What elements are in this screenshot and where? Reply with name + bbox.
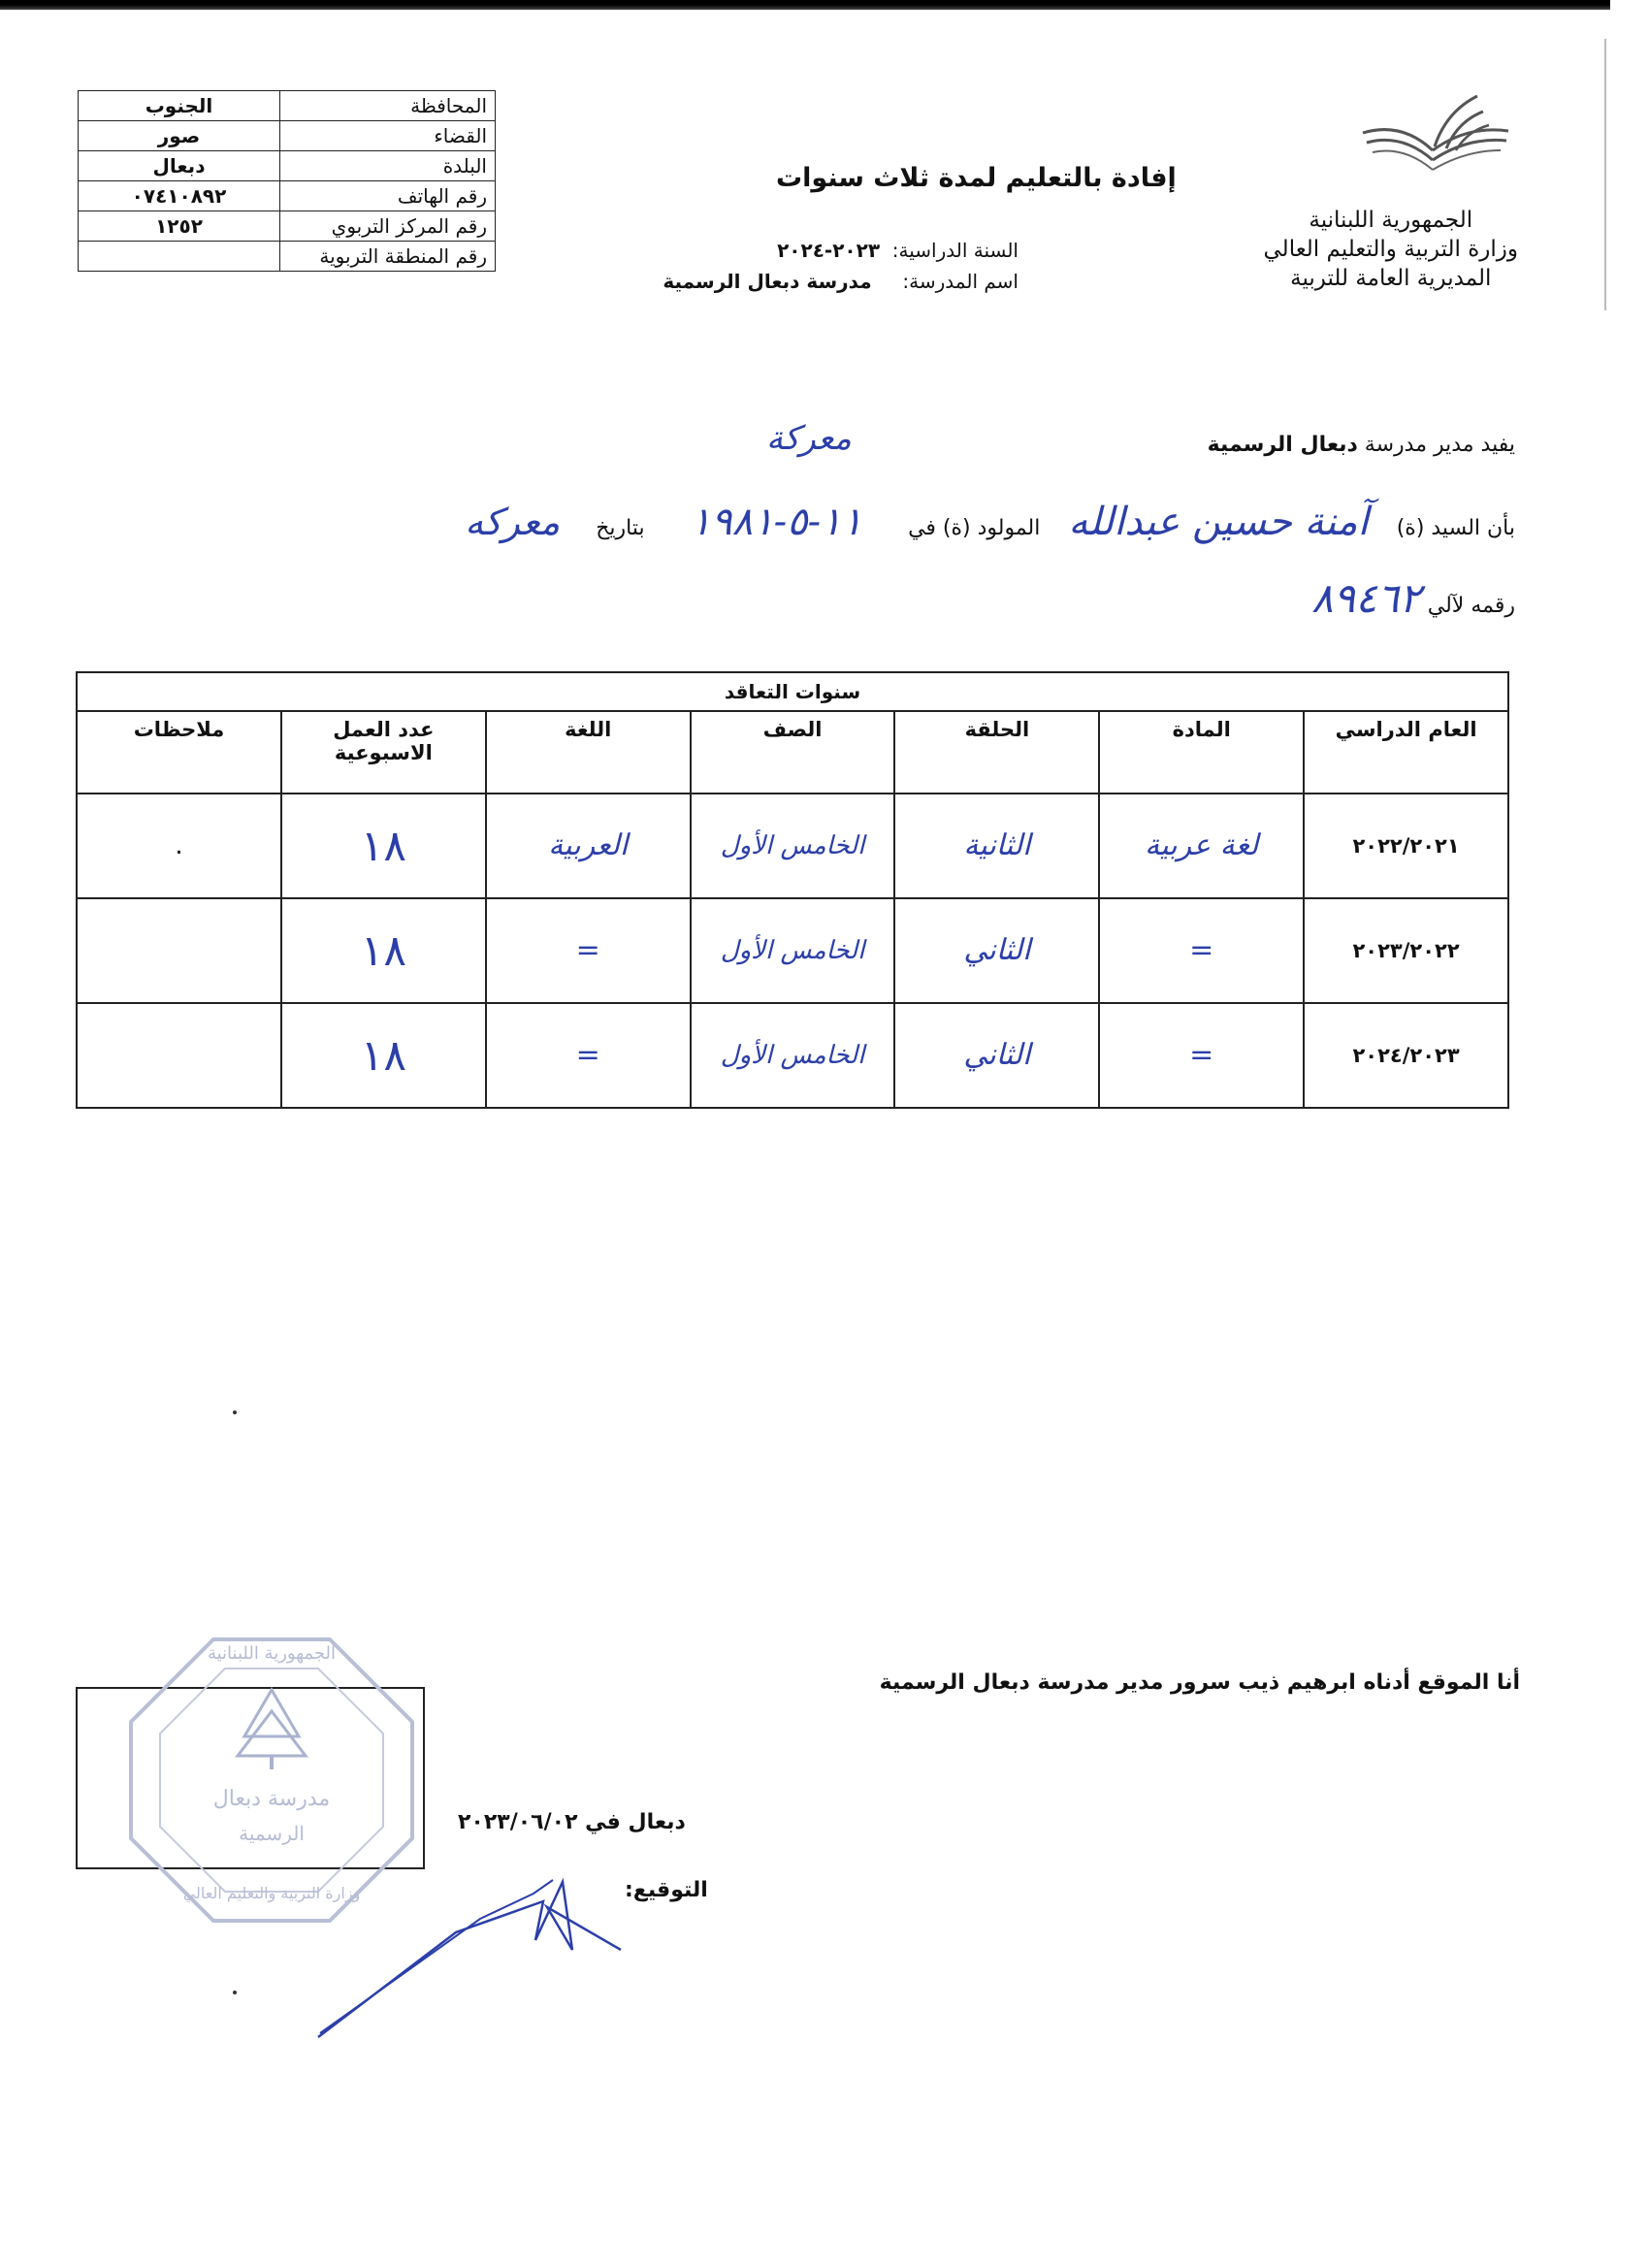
cell-notes: [77, 898, 281, 1003]
table-row: [79, 91, 496, 121]
cell-language: العربية: [486, 794, 691, 898]
contract-years-table: [76, 671, 1509, 1109]
ministry-line: وزارة التربية والتعليم العالي: [1263, 237, 1518, 262]
table-row: [77, 898, 1508, 1003]
signature-label: التوقيع:: [625, 1878, 708, 1902]
admin-label: البلدة: [280, 151, 496, 181]
scan-speck: [233, 1991, 237, 1994]
admin-info-table: [78, 90, 496, 272]
admin-label: القضاء: [280, 121, 496, 151]
column-header: المادة: [1099, 711, 1304, 794]
cell-cycle: الثانية: [894, 794, 1099, 898]
column-header: اللغة: [486, 711, 691, 794]
cell-hours: ١٨: [281, 794, 486, 898]
handwritten-name: آمنة حسين عبدالله: [1068, 500, 1369, 544]
column-header: عدد العمل الاسبوعية: [281, 711, 486, 794]
admin-value: صور: [79, 121, 280, 151]
school-name-line: [475, 266, 1018, 297]
school-year-line: [475, 235, 1018, 266]
cell-hours: ١٨: [281, 1003, 486, 1108]
place-date: دبعال في ٢٠٢٣/٠٦/٠٢: [458, 1810, 686, 1834]
admin-label: رقم الهاتف: [280, 181, 496, 211]
table-row: [77, 794, 1508, 898]
table-row: [79, 181, 496, 211]
mr-label: بأن السيد (ة): [1396, 516, 1515, 540]
statement-id-line: [1311, 574, 1515, 622]
school-meta: [475, 235, 1018, 297]
stamp-text-school: مدرسة دبعال: [212, 1787, 331, 1811]
admin-label: المحافظة: [280, 91, 496, 121]
stamp-text-official: الرسمية: [239, 1822, 305, 1845]
cell-subject: =: [1099, 898, 1304, 1003]
admin-value: الجنوب: [79, 91, 280, 121]
column-header: الصف: [691, 711, 895, 794]
scan-border-top: [0, 0, 1610, 10]
table-caption-row: [77, 672, 1508, 711]
cell-year: ٢٠٢٤/٢٠٢٣: [1304, 1003, 1508, 1108]
cedar-tree-icon: [238, 1690, 306, 1769]
intro-text: يفيد مدير مدرسة: [1364, 433, 1515, 457]
stamp-text-ministry: وزارة التربية والتعليم العالي: [182, 1884, 361, 1902]
column-header: العام الدراسي: [1304, 711, 1508, 794]
stamp-text-top: الجمهورية اللبنانية: [207, 1643, 337, 1664]
admin-value: ٠٧٤١٠٨٩٢: [79, 181, 280, 211]
cell-year: ٢٠٢٢/٢٠٢١: [1304, 794, 1508, 898]
cell-language: =: [486, 1003, 691, 1108]
cell-notes: [77, 1003, 281, 1108]
born-label: المولود (ة) في: [908, 516, 1041, 540]
table-caption: سنوات التعاقد: [77, 672, 1508, 711]
ministry-line: الجمهورية اللبنانية: [1309, 208, 1473, 233]
open-book-logo-icon: [1353, 92, 1518, 184]
ministry-header: [1264, 206, 1518, 293]
school-year-label: السنة الدراسية:: [891, 239, 1018, 262]
admin-value: دبعال: [79, 151, 280, 181]
school-name-label: اسم المدرسة:: [902, 270, 1018, 293]
table-header-row: [77, 711, 1508, 794]
intro-school: دبعال الرسمية: [1207, 433, 1358, 457]
handwritten-place: معركه: [465, 501, 561, 543]
cell-notes: .: [77, 794, 281, 898]
document-title: إفادة بالتعليم لمدة ثلاث سنوات: [776, 163, 1177, 193]
cell-subject: لغة عربية: [1099, 794, 1304, 898]
school-name-value: مدرسة دبعال الرسمية: [663, 270, 872, 293]
cell-cycle: الثاني: [894, 1003, 1099, 1108]
ministry-line: المديرية العامة للتربية: [1290, 266, 1492, 291]
cell-grade: الخامس الأول: [691, 794, 895, 898]
date-label: بتاريخ: [596, 516, 645, 540]
scan-speck: [233, 1410, 237, 1414]
handwritten-birth-date: ١١-٥-١٩٨١: [690, 500, 863, 544]
admin-value: ١٢٥٢: [79, 211, 280, 242]
handwritten-birthplace: معركة: [766, 419, 852, 458]
table-row: [79, 211, 496, 242]
column-header: ملاحظات: [77, 711, 281, 794]
table-row: [79, 151, 496, 181]
admin-label: رقم المنطقة التربوية: [280, 242, 496, 272]
cell-hours: ١٨: [281, 898, 486, 1003]
cell-subject: =: [1099, 1003, 1304, 1108]
handwritten-signature: [310, 1843, 660, 2047]
scan-border-right: [1604, 39, 1606, 310]
school-year-value: ٢٠٢٣-٢٠٢٤: [777, 239, 881, 262]
table-row: [79, 121, 496, 151]
column-header: الحلقة: [894, 711, 1099, 794]
cell-year: ٢٠٢٣/٢٠٢٢: [1304, 898, 1508, 1003]
statement-intro: [1208, 433, 1515, 457]
cell-grade: الخامس الأول: [691, 1003, 895, 1108]
cell-grade: الخامس الأول: [691, 898, 895, 1003]
declaration-text: أنا الموقع أدناه ابرهيم ذيب سرور مدير مدرسة دبعال الرسمية: [879, 1670, 1520, 1695]
table-row: [77, 1003, 1508, 1108]
cell-language: =: [486, 898, 691, 1003]
admin-label: رقم المركز التربوي: [280, 211, 496, 242]
table-row: [79, 242, 496, 272]
statement-name-line: [436, 500, 1515, 544]
admin-value: [79, 242, 280, 272]
id-label: رقمه لآلي: [1427, 594, 1515, 618]
handwritten-id: ٨٩٤٦٢: [1310, 574, 1421, 622]
cell-cycle: الثاني: [894, 898, 1099, 1003]
